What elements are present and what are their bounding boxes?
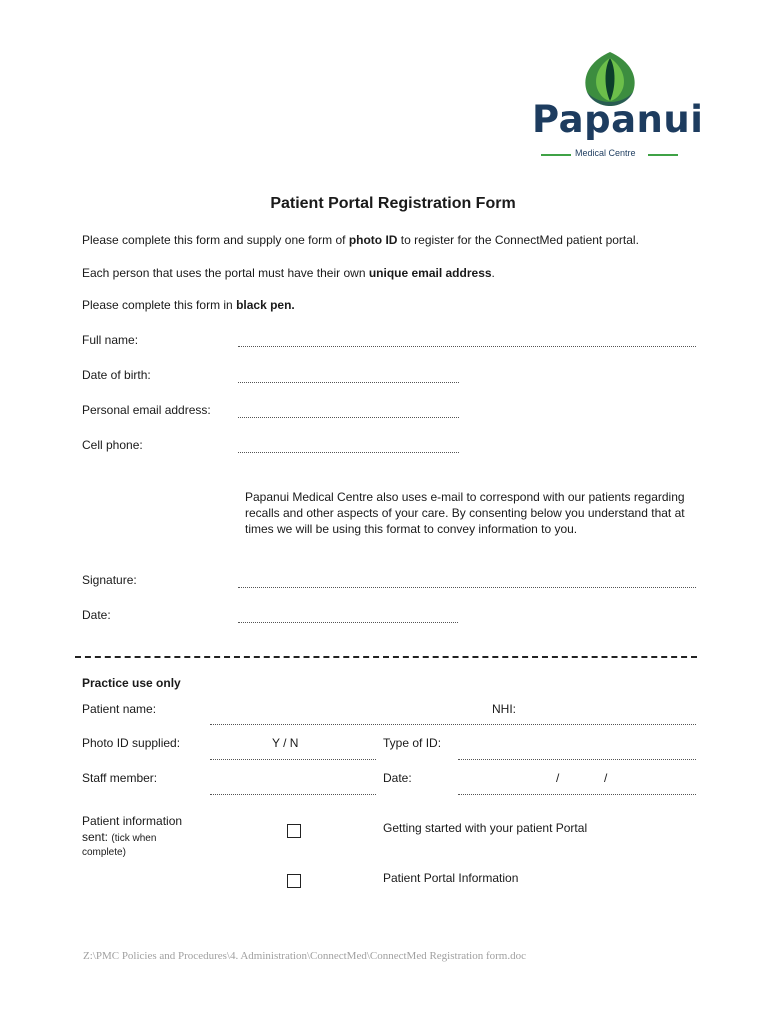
- full-name-field[interactable]: [238, 346, 696, 347]
- patient-name-nhi-field[interactable]: [210, 724, 696, 725]
- intro-line-1: [82, 233, 639, 247]
- date-field[interactable]: [238, 622, 458, 623]
- intro-1-post: to register for the ConnectMed patient portal.: [397, 233, 639, 247]
- tick-note-2: complete): [82, 847, 126, 858]
- patient-name-label: Patient name:: [82, 702, 157, 716]
- getting-started-label: Getting started with your patient Portal: [383, 821, 588, 835]
- photo-id-yn[interactable]: Y / N: [272, 736, 299, 750]
- intro-2-pre: Each person that uses the portal must have their own: [82, 266, 369, 280]
- intro-3-bold: black pen.: [236, 298, 295, 312]
- dob-label: Date of birth:: [82, 368, 151, 382]
- intro-1-pre: Please complete this form and supply one form of: [82, 233, 349, 247]
- intro-line-2: [82, 266, 495, 280]
- staff-member-field[interactable]: [210, 794, 376, 795]
- getting-started-checkbox[interactable]: [287, 824, 301, 838]
- photo-id-label: Photo ID supplied:: [82, 736, 181, 750]
- intro-line-3: [82, 298, 295, 312]
- info-sent-label-1: Patient information: [82, 814, 183, 828]
- date-slash-1: /: [556, 771, 560, 785]
- nhi-label: NHI:: [492, 702, 516, 716]
- cell-phone-field[interactable]: [238, 452, 459, 453]
- type-of-id-field[interactable]: [458, 759, 696, 760]
- tick-note-1: (tick when: [111, 833, 157, 844]
- date-slash-2: /: [604, 771, 608, 785]
- logo-divider-left: [541, 154, 571, 156]
- cut-line-divider: [75, 656, 697, 658]
- email-label: Personal email address:: [82, 403, 211, 417]
- page-title: Patient Portal Registration Form: [270, 195, 516, 212]
- signature-field[interactable]: [238, 587, 696, 588]
- intro-1-bold: photo ID: [348, 233, 398, 247]
- logo-subtitle: Medical Centre: [575, 148, 636, 158]
- practice-heading: Practice use only: [82, 676, 181, 690]
- intro-2-bold: unique email address: [368, 266, 492, 280]
- date-label: Date:: [82, 608, 111, 622]
- practice-date-field[interactable]: [458, 794, 696, 795]
- photo-id-field[interactable]: [210, 759, 376, 760]
- intro-2-post: .: [491, 266, 495, 280]
- file-path-footer: Z:\PMC Policies and Procedures\4. Administration\ConnectMed\ConnectMed Registration form.doc: [83, 950, 526, 962]
- logo-wordmark: Papanui: [532, 98, 704, 141]
- portal-information-label: Patient Portal Information: [383, 871, 519, 885]
- cell-phone-label: Cell phone:: [82, 438, 143, 452]
- logo-divider-right: [648, 154, 678, 156]
- email-field[interactable]: [238, 417, 459, 418]
- full-name-label: Full name:: [82, 333, 139, 347]
- consent-text: Papanui Medical Centre also uses e-mail to correspond with our patients regarding recalls and other aspects of your care. By consenting below you understand that at times we will be using this format to convey information to you.: [245, 490, 685, 536]
- staff-member-label: Staff member:: [82, 771, 158, 785]
- practice-date-label: Date:: [383, 771, 412, 785]
- info-sent-word: sent:: [82, 830, 109, 844]
- intro-3-pre: Please complete this form in: [82, 298, 237, 312]
- signature-label: Signature:: [82, 573, 137, 587]
- info-sent-label-2: [82, 830, 156, 844]
- type-of-id-label: Type of ID:: [383, 736, 442, 750]
- dob-field[interactable]: [238, 382, 459, 383]
- portal-information-checkbox[interactable]: [287, 874, 301, 888]
